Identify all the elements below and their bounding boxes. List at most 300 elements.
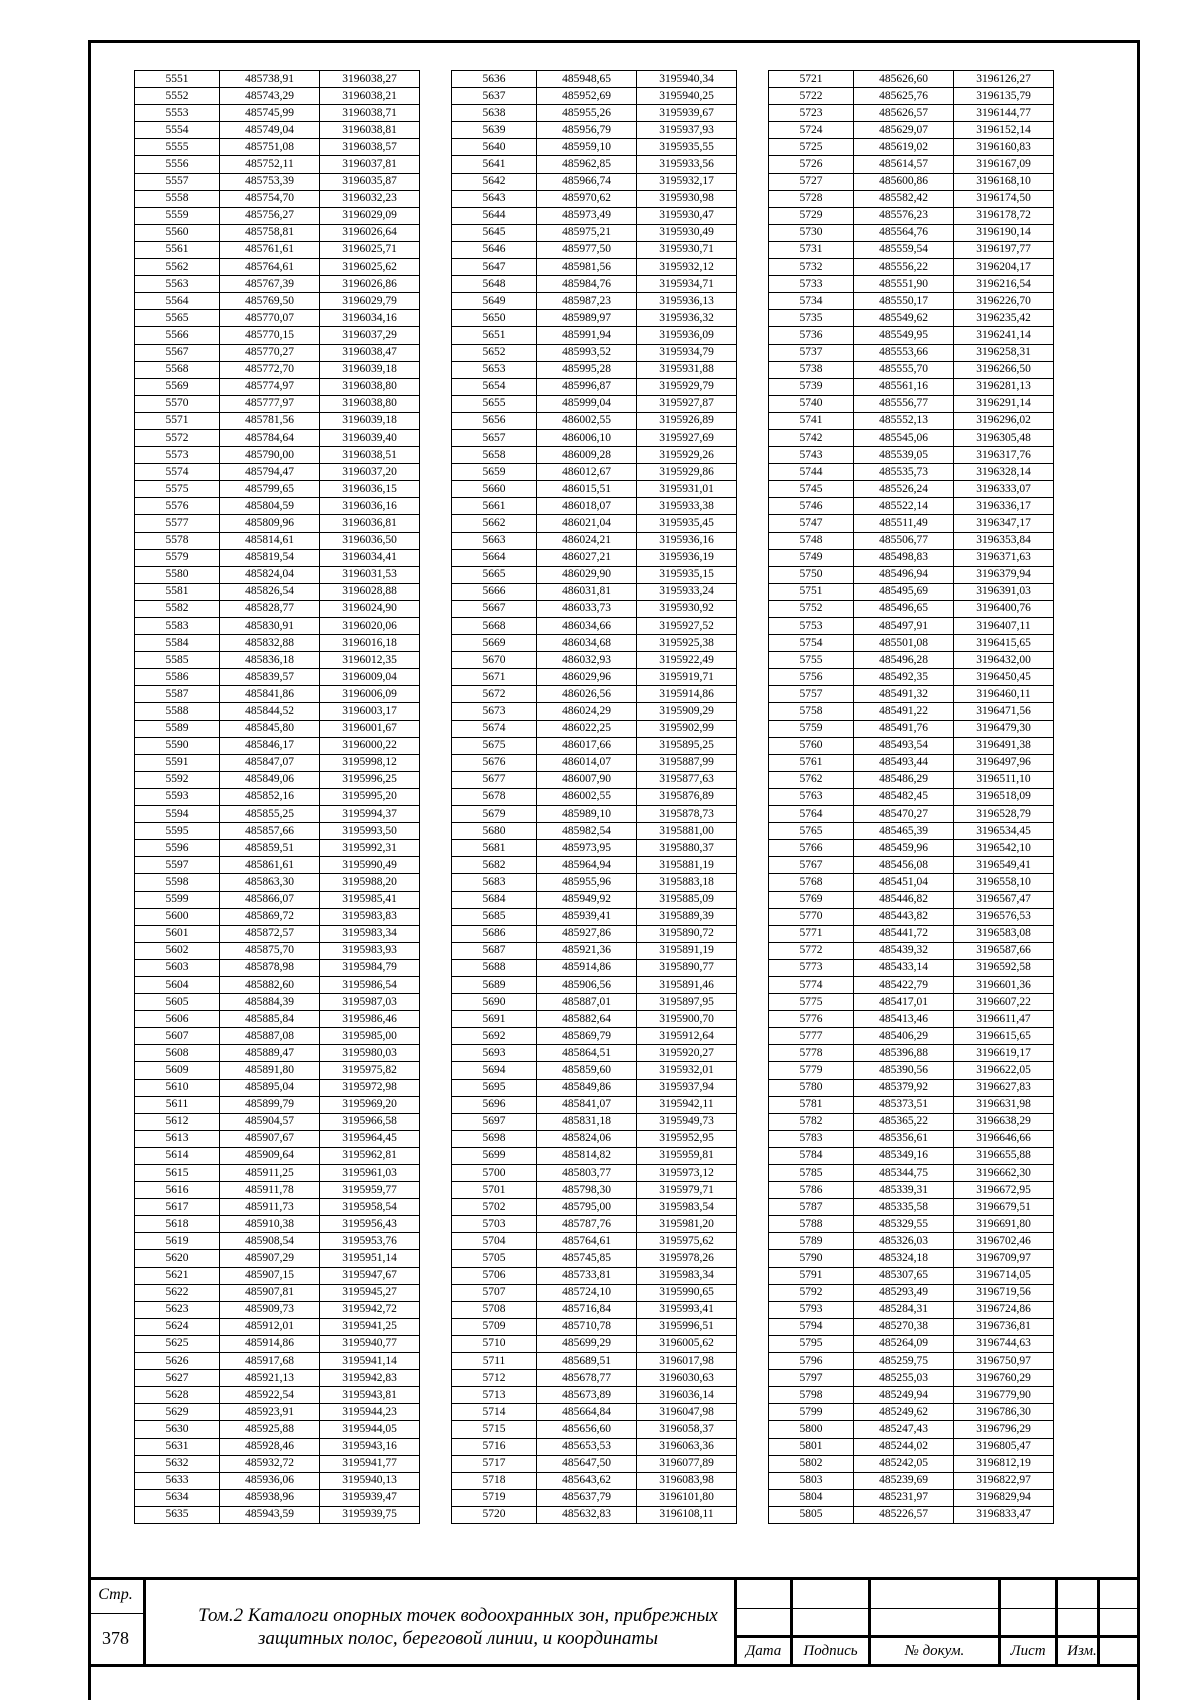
point-number-cell: 5555 [135,139,220,156]
y-coordinate-cell: 3195925,38 [637,635,737,652]
x-coordinate-cell: 486033,73 [537,600,637,617]
table-row [769,1284,1054,1301]
y-coordinate-cell: 3195909,29 [637,703,737,720]
x-coordinate-cell: 485973,49 [537,207,637,224]
point-number-cell: 5605 [135,994,220,1011]
table-row [452,891,737,908]
x-coordinate-cell: 485552,13 [854,412,954,429]
x-coordinate-cell: 485539,05 [854,447,954,464]
y-coordinate-cell: 3196039,18 [320,412,420,429]
point-number-cell: 5788 [769,1216,854,1233]
y-coordinate-cell: 3196371,63 [954,549,1054,566]
point-number-cell: 5715 [452,1421,537,1438]
y-coordinate-cell: 3195902,99 [637,720,737,737]
x-coordinate-cell: 485689,51 [537,1353,637,1370]
point-number-cell: 5722 [769,88,854,105]
table-row [769,720,1054,737]
table-row [452,1455,737,1472]
y-coordinate-cell: 3196030,63 [637,1370,737,1387]
y-coordinate-cell: 3195937,94 [637,1079,737,1096]
y-coordinate-cell: 3196160,83 [954,139,1054,156]
y-coordinate-cell: 3196038,80 [320,395,420,412]
point-number-cell: 5579 [135,549,220,566]
table-row [769,1318,1054,1335]
y-coordinate-cell: 3195930,71 [637,241,737,258]
point-number-cell: 5629 [135,1404,220,1421]
x-coordinate-cell: 485492,35 [854,669,954,686]
point-number-cell: 5787 [769,1199,854,1216]
table-row [769,1455,1054,1472]
point-number-cell: 5708 [452,1301,537,1318]
y-coordinate-cell: 3195920,27 [637,1045,737,1062]
y-coordinate-cell: 3196296,02 [954,412,1054,429]
page-label: Стр. [98,1586,133,1603]
x-coordinate-cell: 486014,07 [537,754,637,771]
y-coordinate-cell: 3196226,70 [954,293,1054,310]
y-coordinate-cell: 3195996,25 [320,771,420,788]
table-row [452,190,737,207]
y-coordinate-cell: 3196077,89 [637,1455,737,1472]
point-number-cell: 5687 [452,942,537,959]
x-coordinate-cell: 485889,47 [220,1045,320,1062]
table-row [452,669,737,686]
x-coordinate-cell: 485753,39 [220,173,320,190]
table-row [135,310,420,327]
point-number-cell: 5570 [135,395,220,412]
point-number-cell: 5636 [452,71,537,88]
table-row [135,703,420,720]
y-coordinate-cell: 3196662,30 [954,1165,1054,1182]
point-number-cell: 5794 [769,1318,854,1335]
table-row [769,891,1054,908]
x-coordinate-cell: 485859,60 [537,1062,637,1079]
point-number-cell: 5611 [135,1096,220,1113]
y-coordinate-cell: 3196036,15 [320,481,420,498]
point-number-cell: 5654 [452,378,537,395]
point-number-cell: 5742 [769,429,854,446]
table-row [135,806,420,823]
point-number-cell: 5557 [135,173,220,190]
table-row [769,156,1054,173]
y-coordinate-cell: 3196017,98 [637,1353,737,1370]
x-coordinate-cell: 485396,88 [854,1045,954,1062]
y-coordinate-cell: 3195891,19 [637,942,737,959]
x-coordinate-cell: 485899,79 [220,1096,320,1113]
point-number-cell: 5671 [452,669,537,686]
y-coordinate-cell: 3196036,50 [320,532,420,549]
point-number-cell: 5727 [769,173,854,190]
x-coordinate-cell: 485555,70 [854,361,954,378]
x-coordinate-cell: 485770,15 [220,327,320,344]
table-row [135,190,420,207]
table-row [452,1284,737,1301]
point-number-cell: 5658 [452,447,537,464]
table-row [135,1421,420,1438]
y-coordinate-cell: 3196144,77 [954,105,1054,122]
table-row [769,1182,1054,1199]
table-row [769,566,1054,583]
x-coordinate-cell: 486015,51 [537,481,637,498]
y-coordinate-cell: 3196168,10 [954,173,1054,190]
table-row [452,959,737,976]
point-number-cell: 5789 [769,1233,854,1250]
table-row [452,429,737,446]
point-number-cell: 5733 [769,276,854,293]
y-coordinate-cell: 3195956,43 [320,1216,420,1233]
x-coordinate-cell: 485496,94 [854,566,954,583]
y-coordinate-cell: 3196035,87 [320,173,420,190]
table-row [769,1096,1054,1113]
point-number-cell: 5586 [135,669,220,686]
x-coordinate-cell: 485626,57 [854,105,954,122]
table-row [452,754,737,771]
y-coordinate-cell: 3196291,14 [954,395,1054,412]
table-row [769,515,1054,532]
point-number-cell: 5753 [769,618,854,635]
point-number-cell: 5556 [135,156,220,173]
table-row [769,532,1054,549]
x-coordinate-cell: 485855,25 [220,806,320,823]
revision-grid [734,1580,1140,1667]
table-row [452,498,737,515]
x-coordinate-cell: 485373,51 [854,1096,954,1113]
point-number-cell: 5660 [452,481,537,498]
y-coordinate-cell: 3195986,54 [320,976,420,993]
point-number-cell: 5683 [452,874,537,891]
x-coordinate-cell: 485936,06 [220,1472,320,1489]
x-coordinate-cell: 485647,50 [537,1455,637,1472]
y-coordinate-cell: 3196549,41 [954,857,1054,874]
point-number-cell: 5786 [769,1182,854,1199]
point-number-cell: 5644 [452,207,537,224]
y-coordinate-cell: 3196204,17 [954,259,1054,276]
table-row [452,122,737,139]
y-coordinate-cell: 3196805,47 [954,1438,1054,1455]
x-coordinate-cell: 485664,84 [537,1404,637,1421]
point-number-cell: 5641 [452,156,537,173]
y-coordinate-cell: 3196638,29 [954,1113,1054,1130]
table-row [769,1062,1054,1079]
x-coordinate-cell: 485914,86 [537,959,637,976]
x-coordinate-cell: 485249,62 [854,1404,954,1421]
point-number-cell: 5696 [452,1096,537,1113]
point-number-cell: 5620 [135,1250,220,1267]
point-number-cell: 5574 [135,464,220,481]
y-coordinate-cell: 3196567,47 [954,891,1054,908]
y-coordinate-cell: 3195993,50 [320,823,420,840]
x-coordinate-cell: 485887,08 [220,1028,320,1045]
table-row [452,1011,737,1028]
table-row [769,276,1054,293]
table-row [135,600,420,617]
coordinate-table-column-2 [451,70,737,1524]
point-number-cell: 5552 [135,88,220,105]
y-coordinate-cell: 3196760,29 [954,1370,1054,1387]
y-coordinate-cell: 3195972,98 [320,1079,420,1096]
x-coordinate-cell: 485564,76 [854,224,954,241]
table-row [135,549,420,566]
y-coordinate-cell: 3195944,23 [320,1404,420,1421]
table-row [135,344,420,361]
x-coordinate-cell: 485545,06 [854,429,954,446]
y-coordinate-cell: 3195934,79 [637,344,737,361]
point-number-cell: 5583 [135,618,220,635]
x-coordinate-cell: 485255,03 [854,1370,954,1387]
x-coordinate-cell: 485885,84 [220,1011,320,1028]
y-coordinate-cell: 3196583,08 [954,925,1054,942]
y-coordinate-cell: 3195958,54 [320,1199,420,1216]
x-coordinate-cell: 485349,16 [854,1147,954,1164]
table-row [769,310,1054,327]
table-row [135,71,420,88]
x-coordinate-cell: 485995,28 [537,361,637,378]
x-coordinate-cell: 486034,68 [537,635,637,652]
y-coordinate-cell: 3195931,01 [637,481,737,498]
y-coordinate-cell: 3196038,51 [320,447,420,464]
point-number-cell: 5690 [452,994,537,1011]
table-row [769,857,1054,874]
x-coordinate-cell: 485629,07 [854,122,954,139]
x-coordinate-cell: 485764,61 [220,259,320,276]
x-coordinate-cell: 485413,46 [854,1011,954,1028]
table-row [135,618,420,635]
x-coordinate-cell: 485339,31 [854,1182,954,1199]
table-row [769,840,1054,857]
table-row [452,327,737,344]
table-row [769,1233,1054,1250]
point-number-cell: 5797 [769,1370,854,1387]
y-coordinate-cell: 3195995,20 [320,788,420,805]
y-coordinate-cell: 3196558,10 [954,874,1054,891]
table-row [452,652,737,669]
point-number-cell: 5752 [769,600,854,617]
table-row [769,976,1054,993]
x-coordinate-cell: 485456,08 [854,857,954,874]
x-coordinate-cell: 485949,92 [537,891,637,908]
table-row [769,959,1054,976]
x-coordinate-cell: 485819,54 [220,549,320,566]
x-coordinate-cell: 485491,76 [854,720,954,737]
point-number-cell: 5560 [135,224,220,241]
point-number-cell: 5619 [135,1233,220,1250]
x-coordinate-cell: 485247,43 [854,1421,954,1438]
table-row [135,412,420,429]
point-number-cell: 5632 [135,1455,220,1472]
point-number-cell: 5746 [769,498,854,515]
point-number-cell: 5774 [769,976,854,993]
y-coordinate-cell: 3196025,71 [320,241,420,258]
point-number-cell: 5575 [135,481,220,498]
table-row [769,412,1054,429]
x-coordinate-cell: 485749,04 [220,122,320,139]
x-coordinate-cell: 485996,87 [537,378,637,395]
x-coordinate-cell: 485795,00 [537,1199,637,1216]
table-row [769,994,1054,1011]
x-coordinate-cell: 485501,08 [854,635,954,652]
table-row [135,1045,420,1062]
point-number-cell: 5768 [769,874,854,891]
x-coordinate-cell: 485845,80 [220,720,320,737]
y-coordinate-cell: 3196305,48 [954,429,1054,446]
point-number-cell: 5712 [452,1370,537,1387]
x-coordinate-cell: 485989,97 [537,310,637,327]
y-coordinate-cell: 3195933,24 [637,583,737,600]
table-row [452,1318,737,1335]
y-coordinate-cell: 3196190,14 [954,224,1054,241]
table-row [135,1028,420,1045]
point-number-cell: 5608 [135,1045,220,1062]
x-coordinate-cell: 485356,61 [854,1130,954,1147]
x-coordinate-cell: 485656,60 [537,1421,637,1438]
point-number-cell: 5559 [135,207,220,224]
point-number-cell: 5738 [769,361,854,378]
x-coordinate-cell: 485927,86 [537,925,637,942]
coordinate-table-column-1 [134,70,420,1524]
y-coordinate-cell: 3195952,95 [637,1130,737,1147]
y-coordinate-cell: 3196038,81 [320,122,420,139]
y-coordinate-cell: 3196037,81 [320,156,420,173]
table-row [452,464,737,481]
x-coordinate-cell: 485724,10 [537,1284,637,1301]
x-coordinate-cell: 485443,82 [854,908,954,925]
table-row [769,224,1054,241]
table-row [769,1335,1054,1352]
table-row [452,583,737,600]
table-row [452,823,737,840]
y-coordinate-cell: 3196471,56 [954,703,1054,720]
y-coordinate-cell: 3195876,89 [637,788,737,805]
x-coordinate-cell: 485939,41 [537,908,637,925]
table-row [769,635,1054,652]
point-number-cell: 5799 [769,1404,854,1421]
y-coordinate-cell: 3195877,63 [637,771,737,788]
x-coordinate-cell: 485977,50 [537,241,637,258]
y-coordinate-cell: 3195996,51 [637,1318,737,1335]
table-row [452,908,737,925]
y-coordinate-cell: 3195927,69 [637,429,737,446]
y-coordinate-cell: 3195943,81 [320,1387,420,1404]
point-number-cell: 5707 [452,1284,537,1301]
point-number-cell: 5763 [769,788,854,805]
point-number-cell: 5795 [769,1335,854,1352]
point-number-cell: 5743 [769,447,854,464]
point-number-cell: 5677 [452,771,537,788]
x-coordinate-cell: 485535,73 [854,464,954,481]
y-coordinate-cell: 3196083,98 [637,1472,737,1489]
point-number-cell: 5760 [769,737,854,754]
point-number-cell: 5805 [769,1506,854,1523]
table-row [769,395,1054,412]
y-coordinate-cell: 3196012,35 [320,652,420,669]
x-coordinate-cell: 485559,54 [854,241,954,258]
point-number-cell: 5800 [769,1421,854,1438]
x-coordinate-cell: 485826,54 [220,583,320,600]
point-number-cell: 5682 [452,857,537,874]
point-number-cell: 5669 [452,635,537,652]
y-coordinate-cell: 3195932,17 [637,173,737,190]
point-number-cell: 5702 [452,1199,537,1216]
y-coordinate-cell: 3196000,22 [320,737,420,754]
x-coordinate-cell: 485911,73 [220,1199,320,1216]
x-coordinate-cell: 485493,54 [854,737,954,754]
point-number-cell: 5793 [769,1301,854,1318]
y-coordinate-cell: 3195941,25 [320,1318,420,1335]
y-coordinate-cell: 3195934,71 [637,276,737,293]
table-row [452,378,737,395]
y-coordinate-cell: 3195935,15 [637,566,737,583]
table-row [135,1011,420,1028]
point-number-cell: 5604 [135,976,220,993]
table-row [135,122,420,139]
y-coordinate-cell: 3195935,55 [637,139,737,156]
y-coordinate-cell: 3195945,27 [320,1284,420,1301]
point-number-cell: 5745 [769,481,854,498]
point-number-cell: 5716 [452,1438,537,1455]
x-coordinate-cell: 485844,52 [220,703,320,720]
table-row [769,1421,1054,1438]
point-number-cell: 5688 [452,959,537,976]
y-coordinate-cell: 3195895,25 [637,737,737,754]
point-number-cell: 5643 [452,190,537,207]
table-row [135,105,420,122]
point-number-cell: 5618 [135,1216,220,1233]
table-row [769,293,1054,310]
point-number-cell: 5635 [135,1506,220,1523]
table-row [452,241,737,258]
table-row [769,1472,1054,1489]
point-number-cell: 5739 [769,378,854,395]
point-number-cell: 5740 [769,395,854,412]
x-coordinate-cell: 485244,02 [854,1438,954,1455]
point-number-cell: 5751 [769,583,854,600]
x-coordinate-cell: 485917,68 [220,1353,320,1370]
point-number-cell: 5581 [135,583,220,600]
y-coordinate-cell: 3196491,38 [954,737,1054,754]
y-coordinate-cell: 3195992,31 [320,840,420,857]
y-coordinate-cell: 3195959,81 [637,1147,737,1164]
y-coordinate-cell: 3196034,16 [320,310,420,327]
y-coordinate-cell: 3195983,54 [637,1199,737,1216]
table-row [135,378,420,395]
point-number-cell: 5665 [452,566,537,583]
table-row [135,754,420,771]
x-coordinate-cell: 485799,65 [220,481,320,498]
point-number-cell: 5692 [452,1028,537,1045]
table-row [769,71,1054,88]
table-row [135,481,420,498]
point-number-cell: 5624 [135,1318,220,1335]
y-coordinate-cell: 3196028,88 [320,583,420,600]
y-coordinate-cell: 3195930,47 [637,207,737,224]
table-row [452,1438,737,1455]
point-number-cell: 5638 [452,105,537,122]
x-coordinate-cell: 485307,65 [854,1267,954,1284]
table-row [135,156,420,173]
table-row [769,1301,1054,1318]
table-row [769,788,1054,805]
y-coordinate-cell: 3196135,79 [954,88,1054,105]
table-row [769,1011,1054,1028]
x-coordinate-cell: 485887,01 [537,994,637,1011]
document-title: Том.2 Каталоги опорных точек водоохранных зон, прибрежных защитных полос, береговой линии, и координаты [198,1605,718,1649]
x-coordinate-cell: 485506,77 [854,532,954,549]
x-coordinate-cell: 485496,28 [854,652,954,669]
point-number-cell: 5694 [452,1062,537,1079]
y-coordinate-cell: 3195975,62 [637,1233,737,1250]
y-coordinate-cell: 3195936,13 [637,293,737,310]
x-coordinate-cell: 485761,61 [220,241,320,258]
x-coordinate-cell: 485549,95 [854,327,954,344]
